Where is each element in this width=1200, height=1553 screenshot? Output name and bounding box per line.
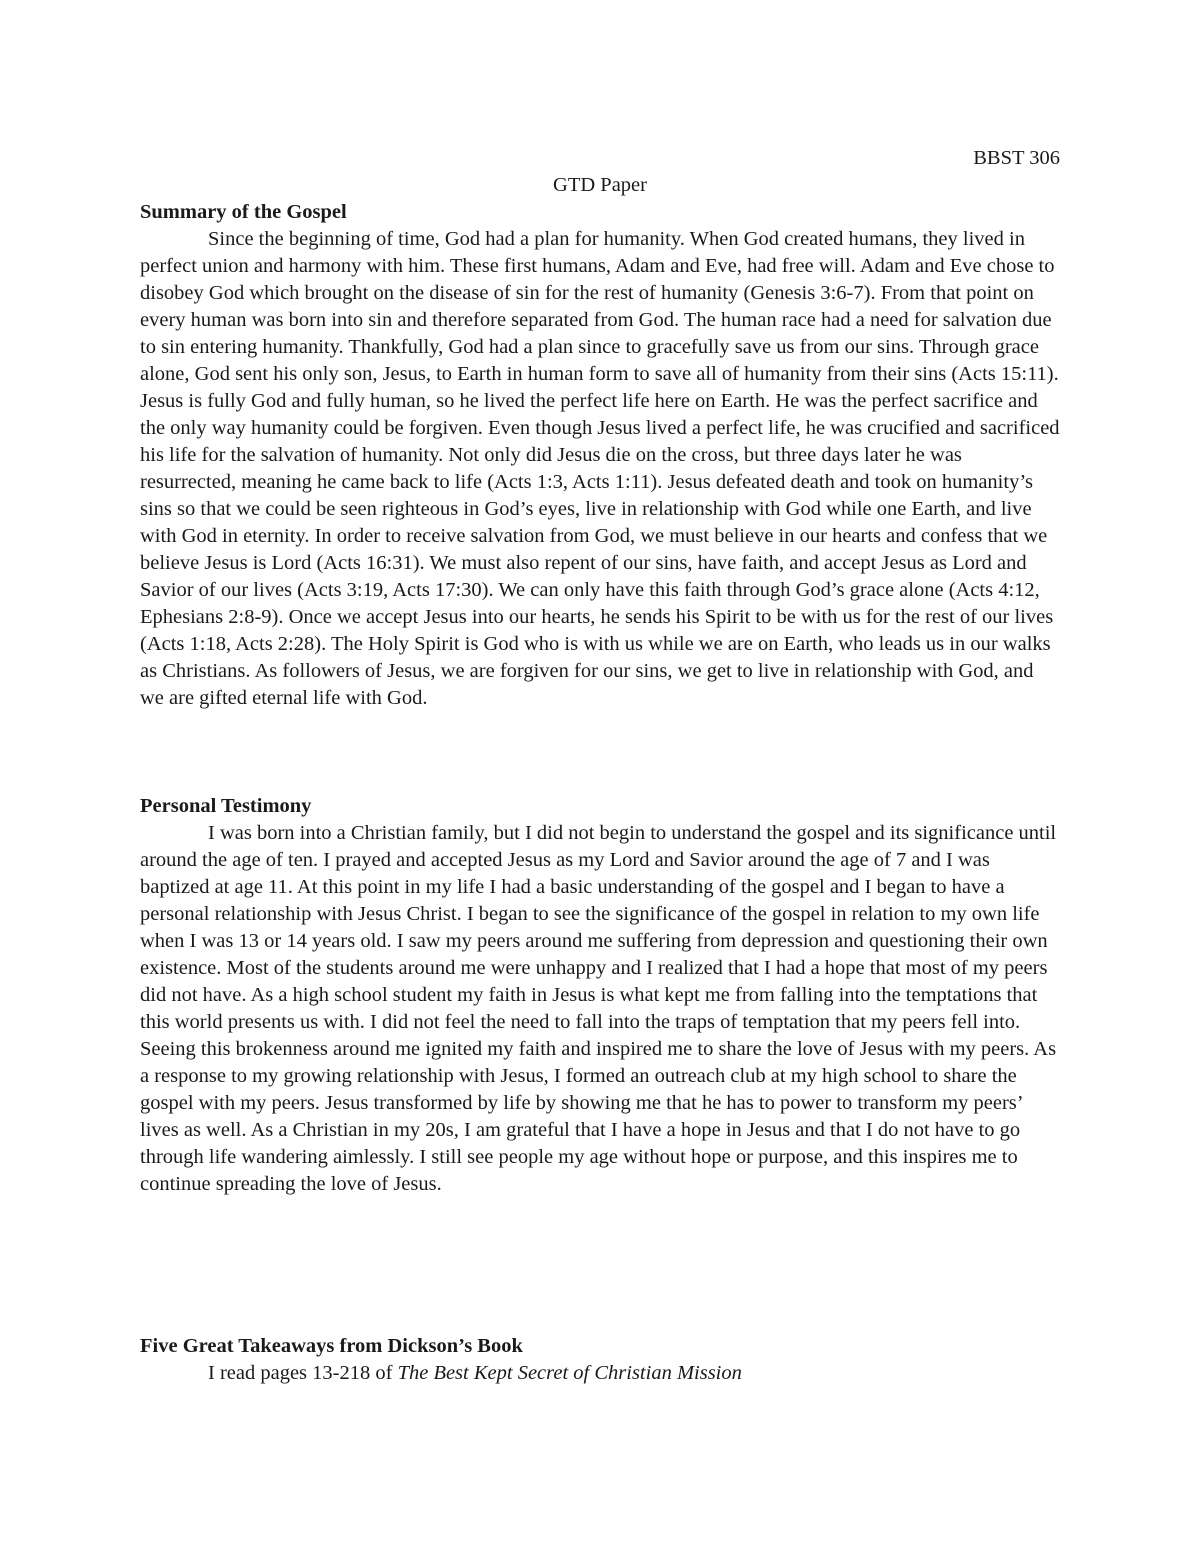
section-testimony	[140, 793, 1060, 1198]
paragraph-testimony: I was born into a Christian family, but I did not begin to understand the gospel and its significance until around the age of ten. I prayed and accepted Jesus as my Lord and Savior around the age of 7 and I was baptized at age 11. At this point in my life I had a basic understanding of the gospel and I began to have a personal relationship with Jesus Christ. I began to see the significance of the gospel in relation to my own life when I was 13 or 14 years old. I saw my peers around me suffering from depression and questioning their own existence. Most of the students around me were unhappy and I realized that I had a hope that most of my peers did not have. As a high school student my faith in Jesus is what kept me from falling into the temptations that this world presents us with. I did not feel the need to fall into the traps of temptation that my peers fell into. Seeing this brokenness around me ignited my faith and inspired me to share the love of Jesus with my peers. As a response to my growing relationship with Jesus, I formed an outreach club at my high school to share the gospel with my peers. Jesus transformed by life by showing me that he has to power to transform my peers’ lives as well. As a Christian in my 20s, I am grateful that I have a hope in Jesus and that I do not have to go through life wandering aimlessly. I still see people my age without hope or purpose, and this inspires me to continue spreading the love of Jesus.	[140, 822, 1057, 1195]
section-gospel	[140, 199, 1060, 712]
reading-prefix: I read pages 13-218 of	[208, 1362, 398, 1384]
reading-statement	[140, 1360, 1060, 1387]
section-takeaways	[140, 1333, 1060, 1387]
paragraph-gospel: Since the beginning of time, God had a plan for humanity. When God created humans, they lived in perfect union and harmony with him. These first humans, Adam and Eve, had free will. Adam and Eve chose to disobey God which brought on the disease of sin for the rest of humanity (Genesis 3:6-7). From that point on every human was born into sin and therefore separated from God. The human race had a need for salvation due to sin entering humanity. Thankfully, God had a plan since to gracefully save us from our sins. Through grace alone, God sent his only son, Jesus, to Earth in human form to save all of humanity from their sins (Acts 15:11). Jesus is fully God and fully human, so he lived the perfect life here on Earth. He was the perfect sacrifice and the only way humanity could be forgiven. Even though Jesus lived a perfect life, he was crucified and sacrificed his life for the salvation of humanity. Not only did Jesus die on the cross, but three days later he was resurrected, meaning he came back to life (Acts 1:3, Acts 1:11). Jesus defeated death and took on humanity’s sins so that we could be seen righteous in God’s eyes, live in relationship with God while one Earth, and live with God in eternity. In order to receive salvation from God, we must believe in our hearts and confess that we believe Jesus is Lord (Acts 16:31). We must also repent of our sins, have faith, and accept Jesus as Lord and Savior of our lives (Acts 3:19, Acts 17:30). We can only have this faith through God’s grace alone (Acts 4:12, Ephesians 2:8-9). Once we accept Jesus into our hearts, he sends his Spirit to be with us for the rest of our lives (Acts 1:18, Acts 2:28). The Holy Spirit is God who is with us while we are on Earth, who leads us in our walks as Christians. As followers of Jesus, we are forgiven for our sins, we get to live in relationship with God, and we are gifted eternal life with God.	[140, 228, 1060, 709]
document-title: GTD Paper	[553, 174, 647, 196]
section-heading-gospel: Summary of the Gospel	[140, 201, 347, 223]
book-title: The Best Kept Secret of Christian Mission	[397, 1362, 742, 1384]
section-heading-testimony: Personal Testimony	[140, 795, 312, 817]
course-code: BBST 306	[973, 147, 1060, 169]
section-heading-takeaways: Five Great Takeaways from Dickson’s Book	[140, 1335, 523, 1357]
